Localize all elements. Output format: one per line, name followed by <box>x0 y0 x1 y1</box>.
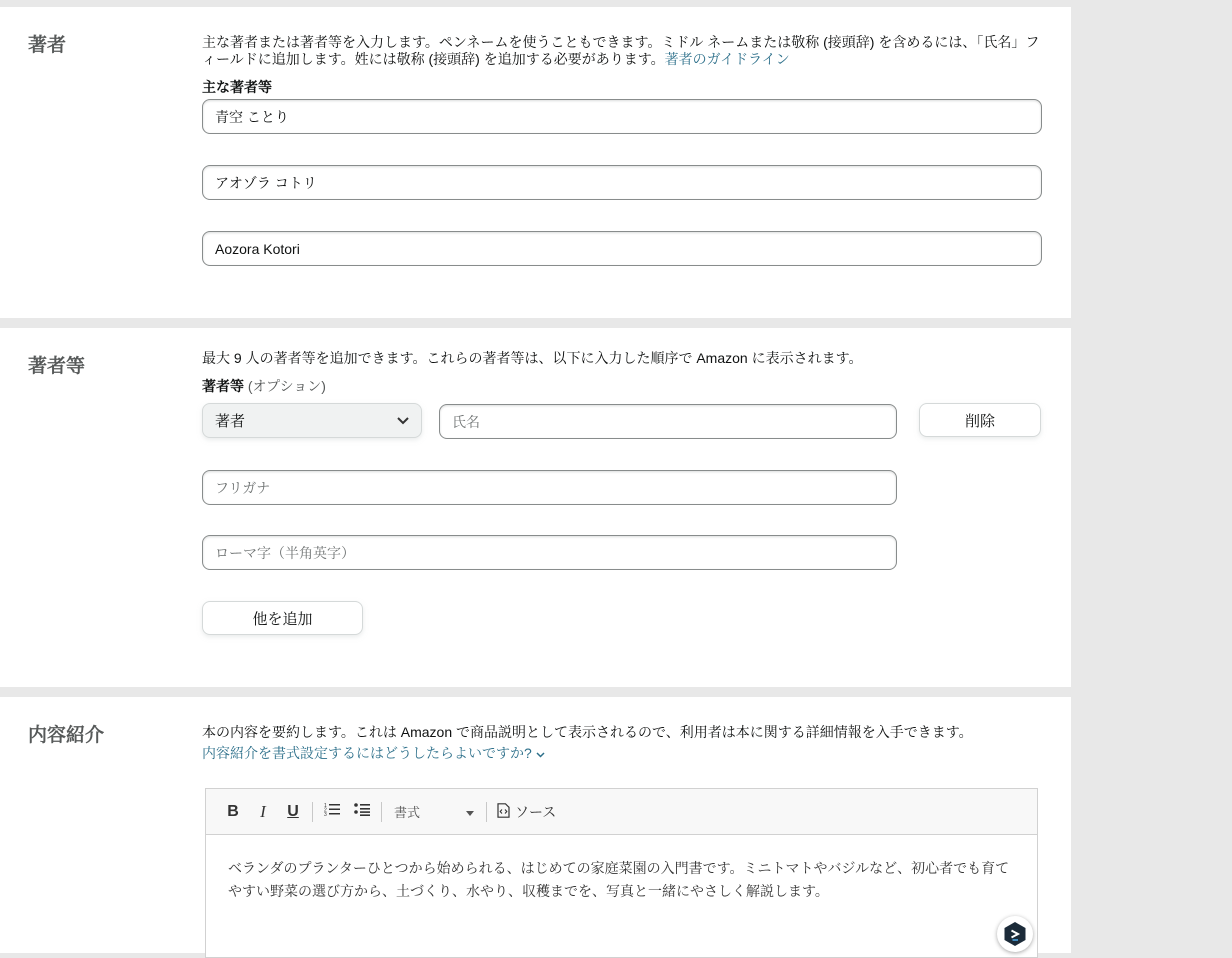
primary-author-label: 主な著者等 <box>202 79 272 95</box>
contributor-romaji-input[interactable] <box>202 535 897 570</box>
author-furigana-value: アオゾラ コトリ <box>215 174 317 191</box>
description-section-title: 内容紹介 <box>28 725 105 746</box>
contributor-name-placeholder: 氏名 <box>452 413 480 430</box>
description-editor <box>205 788 1038 958</box>
description-help-text: 本の内容を要約します。これは Amazon で商品説明として表示されるので、利用者は本に関する詳細情報を入手できます。 <box>202 724 973 740</box>
contributor-furigana-placeholder: フリガナ <box>215 479 271 496</box>
assistant-icon[interactable] <box>997 916 1033 952</box>
author-romaji-input[interactable] <box>202 231 1042 266</box>
author-name-input[interactable] <box>202 99 1042 134</box>
svg-text:3: 3 <box>324 812 327 816</box>
author-furigana-input[interactable] <box>202 165 1042 200</box>
chevron-down-icon <box>397 412 409 429</box>
contributors-label-text: 著者等 <box>202 378 244 394</box>
italic-button[interactable]: I <box>260 801 266 821</box>
contributor-romaji-placeholder: ローマ字（半角英字） <box>215 544 355 561</box>
add-contributor-button[interactable]: 他を追加 <box>202 601 363 635</box>
contributor-furigana-input[interactable] <box>202 470 897 505</box>
contributors-description: 最大 9 人の著者等を追加できます。これらの著者等は、以下に入力した順序で Amazon に表示されます。 <box>202 350 863 366</box>
author-description-text: 主な著者または著者等を入力します。ペンネームを使うこともできます。ミドル ネームまたは敬称 (接頭辞) を含めるには、「氏名」フィールドに追加します。姓には敬称 (接頭辞) を追加する必要があります。 <box>202 34 1040 67</box>
remove-contributor-button[interactable]: 削除 <box>919 403 1041 437</box>
svg-text:2: 2 <box>324 807 327 814</box>
svg-text:1: 1 <box>324 803 327 809</box>
author-description <box>202 34 1042 68</box>
chevron-down-icon <box>536 745 545 761</box>
source-icon <box>497 803 510 821</box>
bulleted-list-icon <box>354 802 370 821</box>
format-help-link-text: 内容紹介を書式設定するにはどうしたらよいですか? <box>202 745 532 761</box>
contributors-section-title: 著者等 <box>28 356 86 377</box>
underline-button[interactable]: U <box>287 802 299 820</box>
bulleted-list-button[interactable] <box>347 798 377 826</box>
contributor-name-input[interactable] <box>439 404 897 439</box>
author-guidelines-link[interactable]: 著者のガイドライン <box>664 51 790 67</box>
caret-down-icon <box>466 804 474 819</box>
author-section-title: 著者 <box>28 35 67 56</box>
contributors-label <box>202 376 326 396</box>
toolbar-divider <box>381 802 382 822</box>
toolbar-divider <box>486 802 487 822</box>
contributors-panel <box>0 328 1071 687</box>
author-panel <box>0 7 1071 318</box>
numbered-list-icon <box>324 802 340 821</box>
editor-toolbar <box>206 789 1037 835</box>
author-romaji-value: Aozora Kotori <box>215 240 300 257</box>
editor-content[interactable]: ベランダのプランターひとつから始められる、はじめての家庭菜園の入門書です。ミニトマトやバジルなど、初心者でも育てやすい野菜の選び方から、土づくり、水やり、収穫までを、写真と一緒にやさしく解説します。 <box>228 860 1010 899</box>
toolbar-divider <box>312 802 313 822</box>
numbered-list-button[interactable] <box>317 798 347 826</box>
top-band <box>0 0 1071 7</box>
contributors-optional-text: (オプション) <box>247 378 326 394</box>
format-help-link[interactable] <box>202 745 545 762</box>
contributor-role-value: 著者 <box>215 413 246 430</box>
source-label: ソース <box>515 803 557 820</box>
author-name-value: 青空 ことり <box>215 108 289 125</box>
bold-button[interactable]: B <box>227 802 239 820</box>
format-dropdown-label: 書式 <box>394 805 421 820</box>
source-button[interactable] <box>491 802 562 822</box>
format-dropdown[interactable] <box>386 798 482 826</box>
contributor-role-select[interactable] <box>202 403 422 438</box>
